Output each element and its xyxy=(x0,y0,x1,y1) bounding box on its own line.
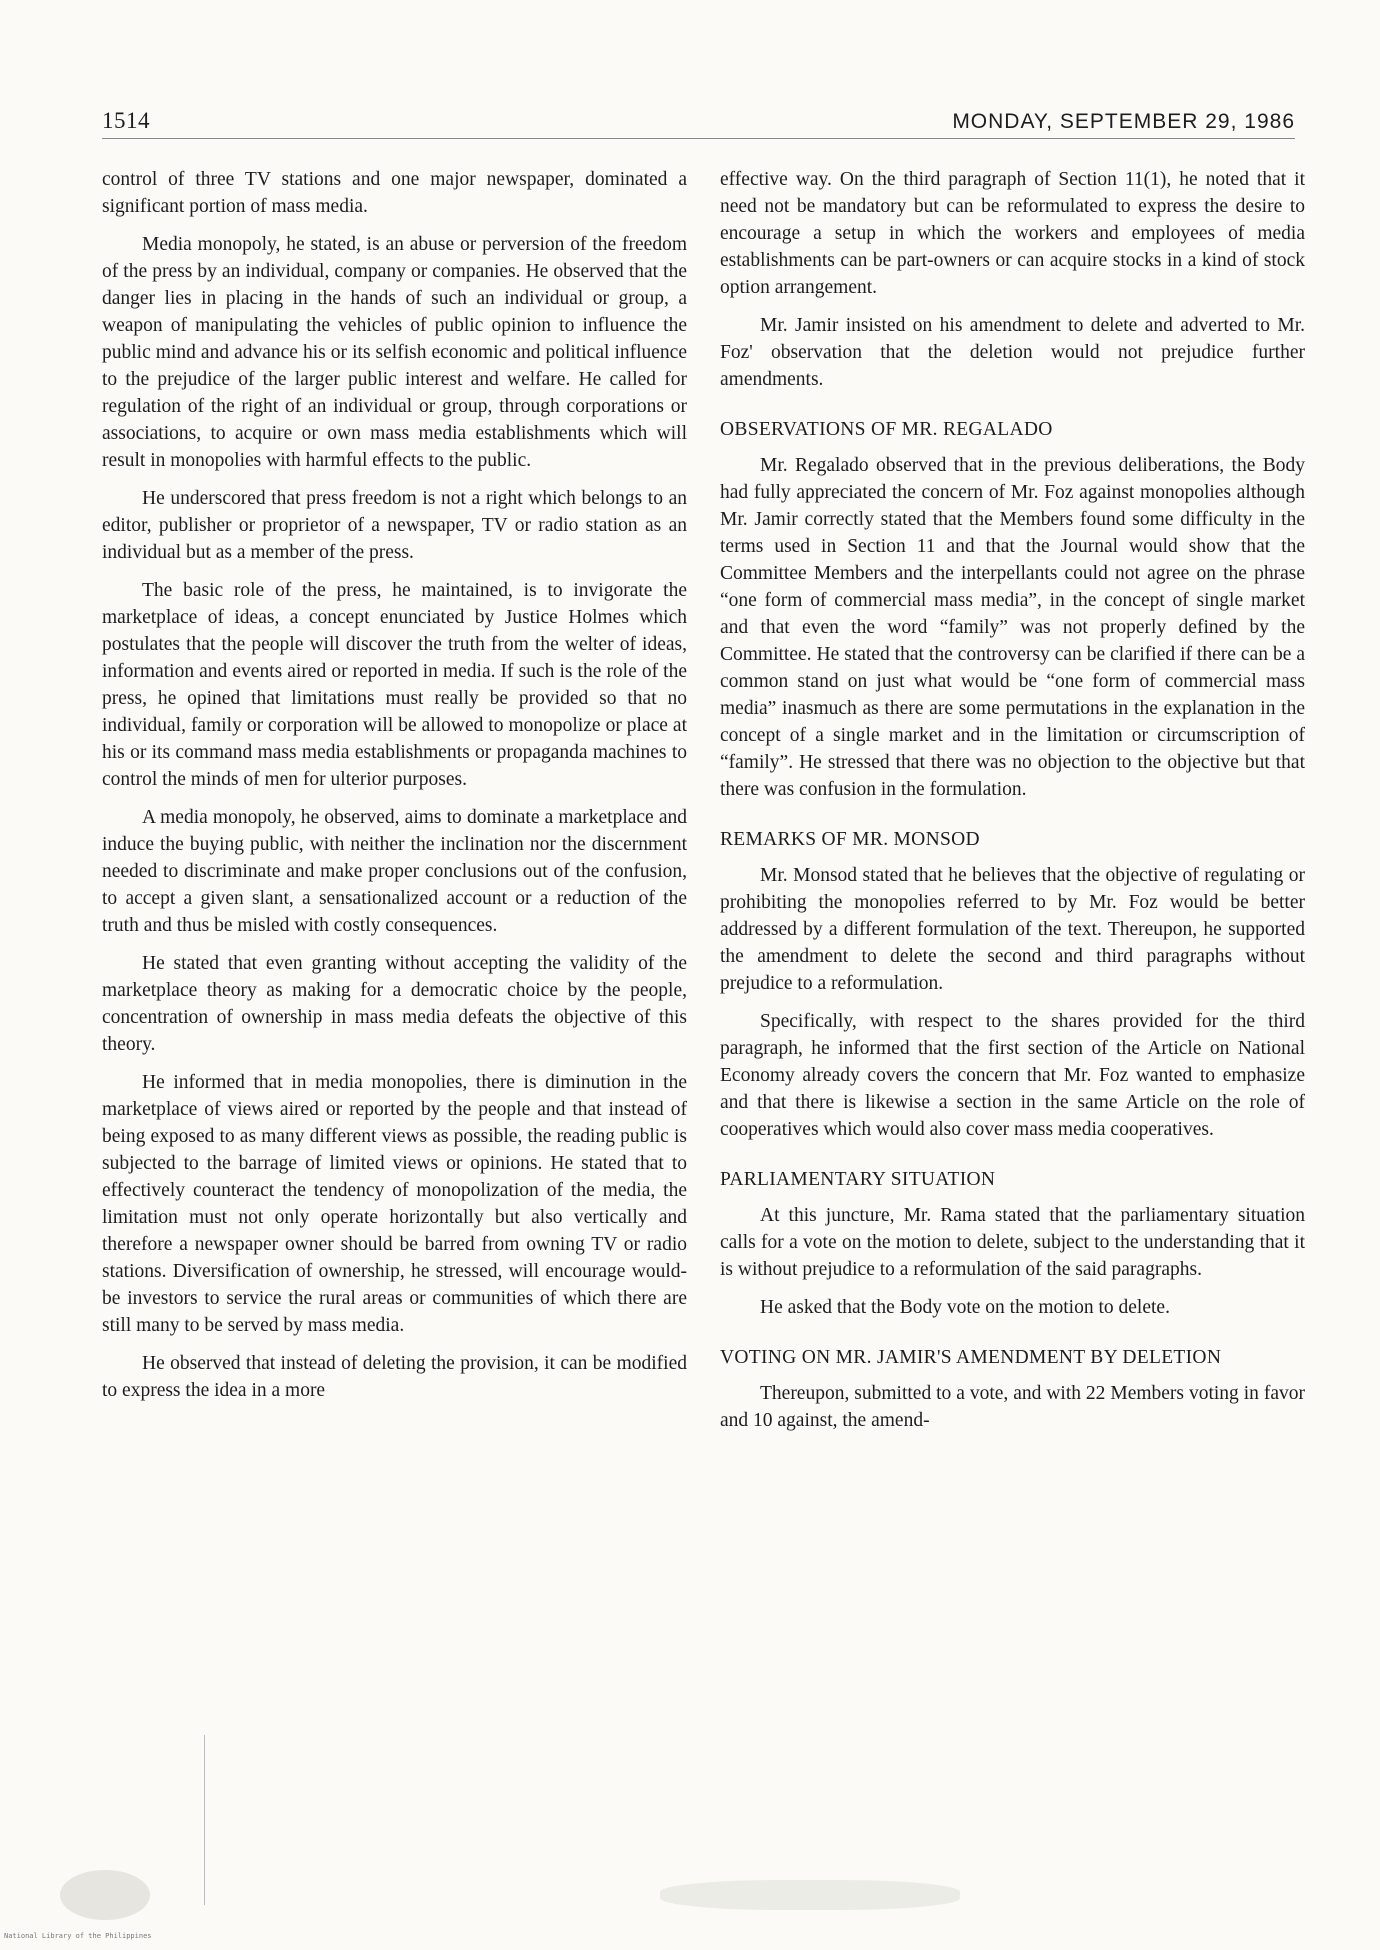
paragraph: He informed that in media monopolies, there is diminution in the marketplace of views aired or reported by the people and that instead of being exposed to as many different views as possible, the reading public is subjected to the barrage of limited views or opinions. He stated that to effectively counteract the tendency of monopolization of the media, the limitation must not only operate horizontally but also vertically and therefore a newspaper owner should be barred from owning TV or radio stations. Diversification of ownership, he stressed, will encourage would-be investors to service the rural areas or communities of which there are still many to be served by mass media. xyxy=(102,1072,687,1336)
paragraph: A media monopoly, he observed, aims to dominate a marketplace and induce the buying public, with neither the inclination nor the discernment needed to discriminate and make proper conclusions out of the confusion, to accept a given slant, a sensationalized account or a reduction of the truth and thus be misled with costly consequences. xyxy=(102,807,687,936)
paragraph: Specifically, with respect to the shares provided for the third paragraph, he informed that the first section of the Article on National Economy already covers the concern that Mr. Foz wanted to emphasize and that there is likewise a section in the same Article on the role of cooperatives which would also cover mass media cooperatives. xyxy=(720,1011,1305,1140)
section-heading: REMARKS OF MR. MONSOD xyxy=(720,829,980,850)
paragraph: He observed that instead of deleting the provision, it can be modified to express the idea in a more xyxy=(102,1353,687,1401)
paragraph: Mr. Regalado observed that in the previous deliberations, the Body had fully appreciated the concern of Mr. Foz against monopolies although Mr. Jamir correctly stated that the Members found some difficulty in the terms used in Section 11 and that the Journal would show that the Committee Members and the interpellants could not agree on the phrase “one form of commercial mass media”, in the concept of single market and that even the word “family” was not properly defined by the Committee. He stated that the controversy can be clarified if there can be a common stand on just what would be “one form of commercial mass media” inasmuch as there are some permutations in the explanation in the concept of a single market and in the limitation or circumscription of “family”. He stressed that there was no objection to the objective but that there was confusion in the formulation. xyxy=(720,455,1305,800)
scan-noise xyxy=(660,1880,960,1910)
paragraph: Mr. Jamir insisted on his amendment to delete and adverted to Mr. Foz' observation that the deletion would not prejudice further amendments. xyxy=(720,315,1305,390)
paragraph: At this juncture, Mr. Rama stated that the parliamentary situation calls for a vote on the motion to delete, subject to the understanding that it is without prejudice to a reformulation of the said paragraphs. xyxy=(720,1205,1305,1280)
paragraph: The basic role of the press, he maintained, is to invigorate the marketplace of ideas, a concept enunciated by Justice Holmes which postulates that the people will discover the truth from the welter of ideas, information and events aired or reported in media. If such is the role of the press, he opined that limitations must really be provided so that no individual, family or corporation will be allowed to monopolize or place at his or its command mass media establishments or propaganda machines to control the minds of men for ulterior purposes. xyxy=(102,580,687,790)
scan-noise xyxy=(60,1870,150,1920)
section-heading: VOTING ON MR. JAMIR'S AMENDMENT BY DELETION xyxy=(720,1347,1222,1368)
section-heading: PARLIAMENTARY SITUATION xyxy=(720,1169,996,1190)
section-heading: OBSERVATIONS OF MR. REGALADO xyxy=(720,419,1053,440)
page-header xyxy=(102,108,1295,134)
scan-footer: National Library of the Philippines xyxy=(4,1932,152,1940)
paragraph: He stated that even granting without accepting the validity of the marketplace theory as making for a democratic choice by the people, concentration of ownership in mass media defeats the objective of this theory. xyxy=(102,953,687,1055)
paragraph: Media monopoly, he stated, is an abuse or perversion of the freedom of the press by an individual, company or companies. He observed that the danger lies in placing in the hands of such an individual or group, a weapon of manipulating the vehicles of public opinion to influence the public mind and advance his or its selfish economic and political influence to the prejudice of the larger public interest and welfare. He called for regulation of the right of an individual or group, through corporations or associations, to acquire or own mass media establishments which will result in monopolies with harmful effects to the public. xyxy=(102,234,687,471)
scan-crease xyxy=(204,1735,205,1905)
page-number: 1514 xyxy=(102,108,150,133)
paragraph: He asked that the Body vote on the motion to delete. xyxy=(760,1297,1170,1318)
right-column xyxy=(720,166,1305,1445)
page-date: MONDAY, SEPTEMBER 29, 1986 xyxy=(952,110,1295,133)
paragraph: control of three TV stations and one major newspaper, dominated a significant portion of mass media. xyxy=(102,169,687,217)
header-rule xyxy=(102,138,1295,139)
paragraph: Thereupon, submitted to a vote, and with 22 Members voting in favor and 10 against, the amend- xyxy=(720,1383,1305,1431)
left-column xyxy=(102,166,687,1415)
paragraph: effective way. On the third paragraph of Section 11(1), he noted that it need not be mandatory but can be reformulated to express the desire to encourage a setup in which the workers and employees of media establishments can be part-owners or can acquire stocks in a kind of stock option arrangement. xyxy=(720,169,1305,298)
paragraph: Mr. Monsod stated that he believes that the objective of regulating or prohibiting the monopolies referred to by Mr. Foz would be better addressed by a different formulation of the text. Thereupon, he supported the amendment to delete the second and third paragraphs without prejudice to a reformulation. xyxy=(720,865,1305,994)
paragraph: He underscored that press freedom is not a right which belongs to an editor, publisher or proprietor of a newspaper, TV or radio station as an individual but as a member of the press. xyxy=(102,488,687,563)
